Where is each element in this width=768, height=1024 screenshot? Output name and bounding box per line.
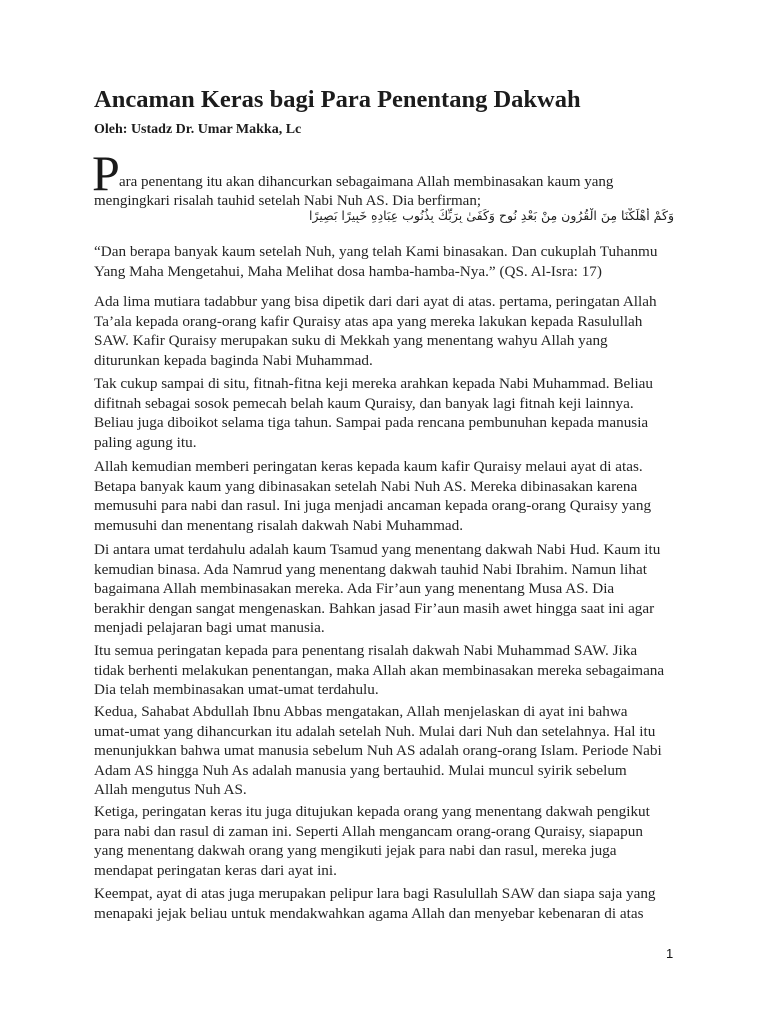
paragraph-line: Kedua, Sahabat Abdullah Ibnu Abbas mengatakan, Allah menjelaskan di ayat ini bahwa [94,703,628,720]
paragraph-line: SAW. Kafir Quraisy merupakan suku di Mekkah yang menentang wahyu Allah yang [94,332,608,349]
paragraph-line: memusuhi para nabi dan rasul. Ini juga menjadi ancaman kepada orang-orang Quraisy yang [94,497,652,514]
paragraph-line: Ta’ala kepada orang-orang kafir Quraisy atas apa yang mereka lakukan kepada Rasulullah [94,312,643,330]
paragraph-line: Keempat, ayat di atas juga merupakan pelipur lara bagi Rasulullah SAW dan siapa saja yang [94,885,656,902]
paragraph-line: Ada lima mutiara tadabbur yang bisa dipetik dari dari ayat di atas. pertama, peringatan Allah [94,293,657,310]
intro-line-2: mengingkari risalah tauhid setelah Nabi Nuh AS. Dia berfirman; [94,193,481,209]
paragraph-5 [94,641,684,700]
paragraph-line: difitnah sebagai sosok pemecah belah kaum Quraisy, dan banyak lagi fitnah keji lainnya. [94,394,634,412]
paragraph-line: Allah mengutus Nuh AS. [94,781,247,798]
paragraph-line: Beliau juga diboikot selama tiga tahun. Sampai pada rencana pembunuhan kepada manusia [94,414,649,431]
paragraph-line: Ketiga, peringatan keras itu juga ditujukan kepada orang yang menentang dakwah pengikut [94,803,650,820]
paragraph-2 [94,374,684,452]
paragraph-line: menapaki jejak beliau untuk mendakwahkan agama Allah dan menyebar kebenaran di atas [94,904,644,922]
paragraph-line: Itu semua peringatan kepada para penentang risalah dakwah Nabi Muhammad SAW. Jika [94,642,638,659]
paragraph-4 [94,540,684,638]
paragraph-line: memusuhi dan menentang risalah dakwah Nabi Muhammad. [94,516,464,534]
paragraph-line: yang menentang dakwah orang yang mengikuti jejak para nabi dan rasul, mereka juga [94,842,617,859]
paragraph-3 [94,457,684,535]
paragraph-line: bagaimana Allah membinasakan mereka. Ada Fir’aun yang menentang Musa AS. Dia [94,580,615,597]
paragraph-line: diturunkan kepada baginda Nabi Muhammad. [94,351,373,369]
paragraph-line: Adam AS hingga Nuh As adalah manusia yang bertauhid. Mulai muncul syirik sebelum [94,761,627,779]
paragraph-6 [94,702,684,800]
article-author: Oleh: Ustadz Dr. Umar Makka, Lc [94,122,302,137]
paragraph-line: menunjukkan bahwa umat manusia sebelum Nuh AS adalah orang-orang Islam. Periode Nabi [94,742,662,759]
paragraph-line: berakhir dengan sangat mengenaskan. Bahkan jasad Fir’aun masih awet hingga saat ini agar [94,599,655,617]
drop-cap: P [92,145,120,201]
paragraph-line: kemudian binasa. Ada Namrud yang menentang dakwah tauhid Nabi Ibrahim. Namun lihat [94,560,647,578]
arabic-verse: وَكَمْ أَهْلَكْنَا مِنَ الْقُرُونِ مِنْ بَعْدِ نُوحٍ وَكَفَىٰ بِرَبِّكَ بِذُنُوبِ عِبَادِهِ خَبِيرًا بَصِيرًا [308,208,674,223]
paragraph-line: para nabi dan rasul di zaman ini. Seperti Allah mengancam orang-orang Quraisy, siapapun [94,822,643,840]
intro-line-1: ara penentang itu akan dihancurkan sebagaimana Allah membinasakan kaum yang [119,174,614,190]
article-title: Ancaman Keras bagi Para Penentang Dakwah [94,86,581,113]
page-number: 1 [666,946,674,961]
paragraph-line: Dia telah membinasakan umat-umat terdahulu. [94,681,379,698]
paragraph-line: mendapat peringatan keras dari ayat ini. [94,861,337,879]
verse-translation-quote [94,242,684,281]
paragraph-line: Betapa banyak kaum yang dibinasakan setelah Nabi Nuh AS. Mereka dibinasakan karena [94,477,638,495]
paragraph-line: tidak berhenti melakukan penentangan, maka Allah akan membinasakan mereka sebagaimana [94,661,665,679]
paragraph-line: Di antara umat terdahulu adalah kaum Tsamud yang menentang dakwah Nabi Hud. Kaum itu [94,541,661,558]
paragraph-line: menjadi pelajaran bagi umat manusia. [94,619,325,636]
quote-line: Yang Maha Mengetahui, Maha Melihat dosa hamba-hamba-Nya.” (QS. Al-Isra: 17) [94,262,602,280]
paragraph-7 [94,802,684,880]
paragraph-line: Allah kemudian memberi peringatan keras kepada kaum kafir Quraisy melaui ayat di atas. [94,458,643,475]
quote-line: “Dan berapa banyak kaum setelah Nuh, yang telah Kami binasakan. Dan cukuplah Tuhanmu [94,243,658,260]
paragraph-line: paling agung itu. [94,433,197,451]
paragraph-line: umat-umat yang dihancurkan itu adalah setelah Nuh. Mulai dari Nuh dan setelahnya. Hal itu [94,722,656,740]
paragraph-1 [94,292,684,370]
paragraph-line: Tak cukup sampai di situ, fitnah-fitna keji mereka arahkan kepada Nabi Muhammad. Beliau [94,375,653,392]
paragraph-8 [94,884,684,923]
